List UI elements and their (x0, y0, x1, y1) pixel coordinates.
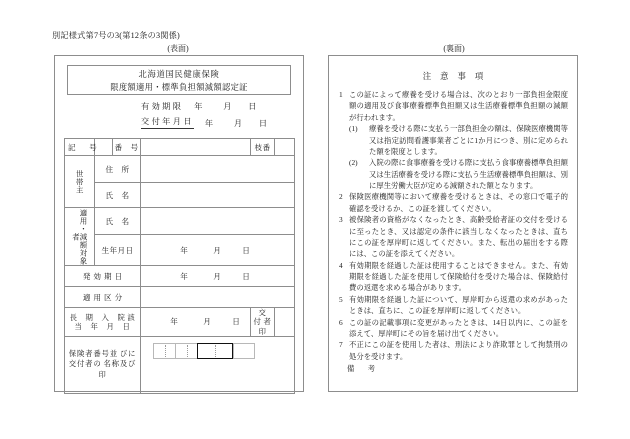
insurer-number-boxes[interactable] (153, 343, 255, 359)
insurer-label-line1: 保険者番号並 (68, 348, 118, 358)
notice-subtext: 療養を受ける際に支払う一部負担金の額は、保険医療機関等又は指定訪問看護事業者ごとに1か月につき、別に定められた額を限度とします。 (369, 124, 568, 156)
issuer-seal-label (251, 308, 280, 337)
householder-address-value[interactable] (141, 156, 295, 183)
edaban-label: 枝番 (251, 139, 275, 156)
notice-number: 2 (339, 192, 343, 202)
householder-address-row (65, 156, 295, 183)
edaban-value[interactable] (275, 139, 295, 156)
expiry-day-unit: 日 (248, 102, 257, 111)
notice-subnumber: (1) (349, 124, 358, 134)
notice-text: 保険医療機関等において療養を受けるときは、その窓口で電子的確認を受けるか、この証を渡してください。 (349, 192, 568, 213)
notice-subitem (349, 123, 568, 157)
long-hospitalization-label (65, 308, 144, 337)
notice-subitem (349, 157, 568, 191)
notice-item (339, 339, 568, 362)
effective-date-row (65, 266, 295, 287)
notice-text: この証によって療養を受ける場合は、次のとおり一部負担金限度額の適用及び食事療養標準負担額又は生活療養標準負担額の減額が行われます。 (349, 90, 568, 122)
notice-list (339, 89, 568, 374)
insurer-number-box-4[interactable] (233, 343, 255, 359)
householder-address-label: 住 所 (95, 156, 141, 183)
front-side-caption: (表面) (167, 44, 189, 53)
expiry-month-unit: 月 (223, 102, 232, 111)
insurer-label-line3: 名称及び印 (98, 359, 137, 380)
effective-day-unit: 日 (242, 271, 250, 281)
insurer-label-line2: びに交付者の (68, 348, 137, 369)
expiry-year-unit: 年 (194, 102, 203, 111)
birth-day-unit: 日 (242, 245, 250, 255)
front-panel (54, 55, 304, 392)
long-hosp-month-unit: 月 (203, 317, 211, 327)
notice-number: 6 (339, 317, 343, 327)
bangou-value[interactable] (141, 139, 251, 156)
target-name-row (65, 208, 295, 235)
birth-month-unit: 月 (213, 245, 221, 255)
notice-number: 1 (339, 90, 343, 99)
issue-year-unit: 年 (204, 118, 214, 128)
certificate-title-line1: 北海道国民健康保険 (138, 69, 220, 79)
issue-day-unit: 日 (258, 118, 268, 128)
notice-item (339, 317, 568, 340)
long-hospitalization-row (65, 308, 295, 337)
expiry-date-row (141, 101, 263, 112)
issue-date-label: 交付年月日 (141, 116, 194, 129)
effective-year-unit: 年 (180, 271, 188, 281)
issuer-seal-label-line2: 者 印 (258, 317, 280, 336)
notice-text: 被保険者の資格がなくなったとき、高齢受給者証の交付を受けるに至ったとき、又は認定の条件に該当しなくなったときは、直ちにこの証を厚岸町に返してください。また、転出の届出をする際には、この証を添えてください。 (349, 215, 568, 259)
birth-year-unit: 年 (180, 245, 188, 255)
target-group-label: 適用・減額対象者 (65, 208, 95, 266)
kigou-label: 記 号 (65, 139, 95, 156)
bangou-label: 番 号 (113, 139, 141, 156)
notice-item (339, 260, 568, 294)
target-name-value[interactable] (141, 208, 295, 235)
certificate-title-box (67, 65, 291, 95)
notice-item (339, 214, 568, 260)
insurer-number-box-1[interactable] (153, 343, 175, 359)
insurer-value[interactable] (141, 336, 295, 393)
issue-month-unit: 月 (233, 118, 243, 128)
target-birth-label: 生年月日 (95, 235, 141, 266)
insurer-number-box-2[interactable] (175, 343, 197, 359)
certificate-fields-table (64, 138, 295, 394)
notice-subnumber: (2) (349, 158, 358, 168)
notice-number: 4 (339, 260, 343, 270)
issue-date-fields (194, 118, 274, 129)
notice-item (339, 89, 568, 123)
notice-item (339, 191, 568, 214)
notice-text: この証の記載事項に変更があったときは、14日以内に、この証を添えて、厚岸町にその旨を届け出てください。 (349, 317, 568, 338)
effective-date-label: 発効期日 (65, 266, 141, 287)
long-hosp-year-unit: 年 (170, 317, 178, 327)
householder-name-row (65, 183, 295, 208)
effective-date-value[interactable] (141, 266, 295, 287)
notice-subtext: 入院の際に食事療養を受ける際に支払う食事療養標準負担額又は生活療養を受ける際に支払う生活療養標準負担額は、別に厚生労働大臣が定める減額された額となります。 (369, 158, 568, 190)
application-class-value[interactable] (141, 287, 295, 308)
effective-month-unit: 月 (213, 271, 221, 281)
expiry-date-fields (183, 101, 263, 112)
notice-item (339, 294, 568, 317)
long-hosp-day-unit: 日 (232, 317, 240, 327)
householder-group-label: 世帯主 (65, 156, 95, 208)
issue-date-row (141, 116, 274, 129)
target-birth-value[interactable] (141, 235, 295, 266)
notice-text: 有効期限を経過した証について、厚岸町から返還の求めがあったときは、直ちに、この証を厚岸町に返してください。 (349, 294, 568, 316)
application-class-label: 適用区分 (65, 287, 141, 308)
target-name-label: 氏 名 (95, 208, 141, 235)
householder-name-label: 氏 名 (95, 183, 141, 208)
notice-text: 有効期限を経過した証は使用することはできません。また、有効期限を経過した証を使用して保険給付を受けた場合は、保険給付費の返還を求める場合があります。 (349, 260, 568, 293)
insurer-number-box-3[interactable] (197, 343, 233, 359)
notice-number: 3 (339, 215, 343, 225)
expiry-date-label: 有効期限 (141, 102, 184, 111)
issuer-seal-label-line1: 交 付 (253, 308, 275, 327)
long-hospitalization-label-line2: 該 当 年 月 日 (74, 312, 144, 331)
householder-name-value[interactable] (141, 183, 295, 208)
long-hospitalization-label-line1: 長 期 入 院 (69, 312, 126, 322)
notice-number: 5 (339, 294, 343, 304)
back-panel (328, 55, 578, 392)
long-hospitalization-value[interactable] (141, 308, 251, 337)
form-number: 別記様式第7号の3(第12条の3関係) (52, 31, 180, 40)
certificate-title-line2: 限度額適用・標準負担額減額認定証 (110, 82, 248, 92)
remarks-label: 備 考 (347, 364, 379, 373)
notice-number: 7 (339, 340, 343, 350)
insurer-label (65, 336, 141, 393)
id-row (65, 139, 295, 156)
target-birth-row (65, 235, 295, 266)
insurer-row (65, 336, 295, 393)
application-class-row (65, 287, 295, 308)
notice-text: 不正にこの証を使用した者は、刑法により詐欺罪として拘禁刑の処分を受けます。 (349, 340, 568, 361)
back-side-caption: (裏面) (443, 44, 465, 53)
notice-title: 注意事項 (422, 72, 493, 81)
